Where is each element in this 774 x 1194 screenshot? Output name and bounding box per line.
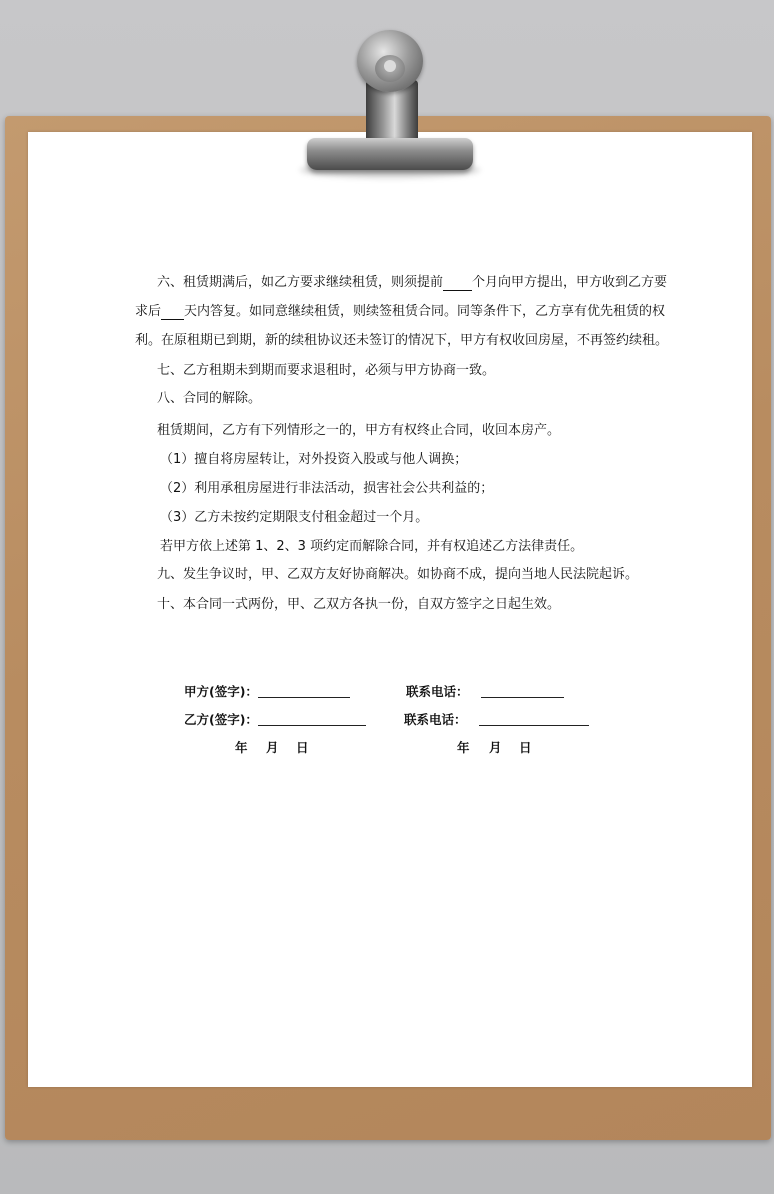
date-b-day: 日 [519, 740, 532, 755]
clause-6-line-3: 利。在原租期已到期，新的续租协议还未签订的情况下，甲方有权收回房屋，不再签约续租。 [135, 333, 669, 348]
date-a-day: 日 [296, 740, 309, 755]
clause-10: 十、本合同一式两份，甲、乙双方各执一份，自双方签字之日起生效。 [157, 597, 561, 612]
clause-8-intro: 租赁期间，乙方有下列情形之一的，甲方有权终止合同，收回本房产。 [157, 423, 561, 438]
clause-8-item-1: （1）擅自将房屋转让，对外投资入股或与他人调换； [160, 452, 468, 467]
clause-9: 九、发生争议时，甲、乙双方友好协商解决。如协商不成，提向当地人民法院起诉。 [157, 567, 639, 582]
clause-7: 七、乙方租期未到期而要求退租时，必须与甲方协商一致。 [157, 363, 496, 378]
phone-a-line [481, 697, 564, 698]
blank-months [443, 277, 472, 291]
phone-label-a: 联系电话： [406, 684, 469, 699]
party-b-signature-line [258, 725, 366, 726]
date-b-year: 年 [457, 740, 470, 755]
phone-label-b: 联系电话： [404, 712, 467, 727]
phone-b-line [479, 725, 589, 726]
blank-days [161, 306, 184, 320]
clause-8-tail: 若甲方依上述第 1、2、3 项约定而解除合同，并有权追述乙方法律责任。 [160, 539, 584, 554]
clause-6-line-2 [135, 304, 665, 320]
date-a-month: 月 [266, 740, 279, 755]
clause-6-line-1 [157, 275, 667, 291]
party-a-label: 甲方(签字)： [184, 684, 258, 699]
clause-6-text-c: 求后 [135, 304, 162, 319]
date-a-year: 年 [235, 740, 248, 755]
date-b-month: 月 [489, 740, 502, 755]
party-a-signature-line [258, 697, 350, 698]
clause-8-item-3: （3）乙方未按约定期限支付租金超过一个月。 [160, 510, 429, 525]
party-b-label: 乙方(签字)： [184, 712, 258, 727]
clause-6-text-d: 天内答复。如同意继续租赁，则续签租赁合同。同等条件下，乙方享有优先租赁的权 [184, 304, 666, 319]
clause-8-item-2: （2）利用承租房屋进行非法活动，损害社会公共利益的； [160, 481, 494, 496]
clause-8-heading: 八、合同的解除。 [157, 391, 262, 406]
clause-6-text-a: 六、租赁期满后，如乙方要求继续租赁，则须提前 [157, 275, 444, 290]
clause-6-text-b: 个月向甲方提出，甲方收到乙方要 [472, 275, 668, 290]
